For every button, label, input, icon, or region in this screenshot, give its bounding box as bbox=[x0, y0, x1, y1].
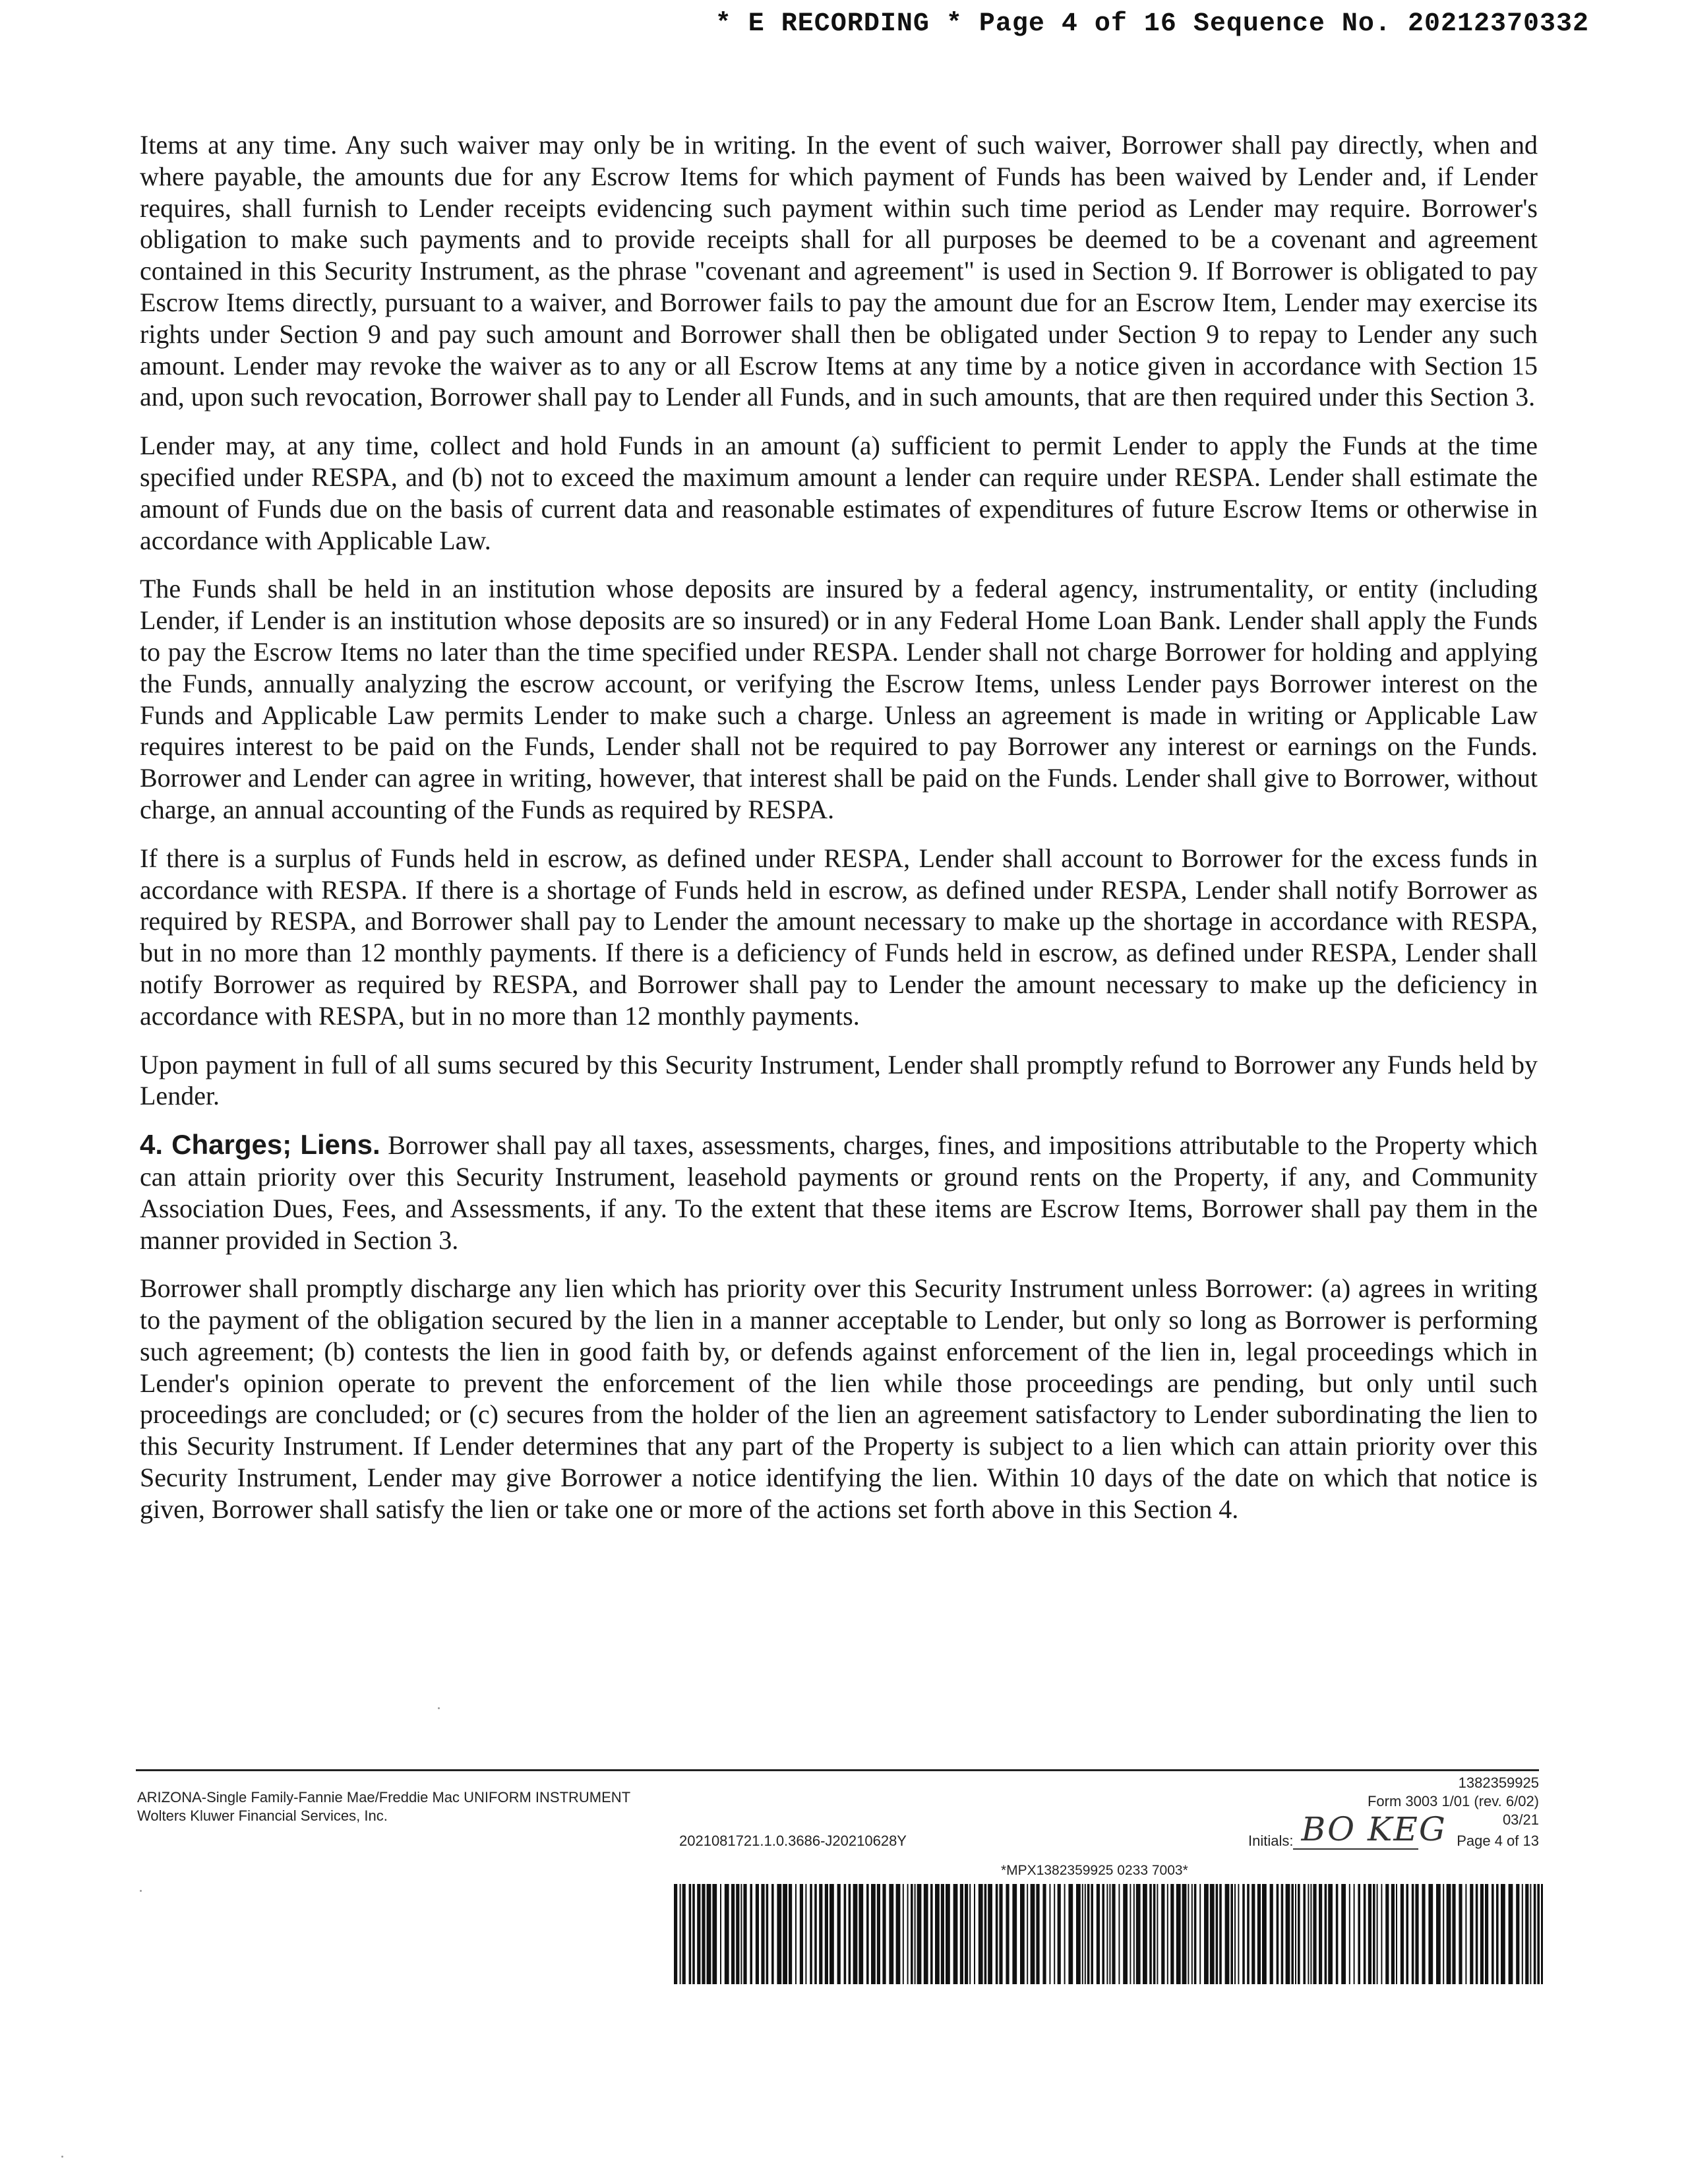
barcode-bar bbox=[1303, 1884, 1306, 1984]
publisher-name: Wolters Kluwer Financial Services, Inc. bbox=[137, 1807, 388, 1824]
barcode-bar bbox=[1341, 1884, 1346, 1984]
loan-number: 1382359925 bbox=[1458, 1774, 1539, 1791]
barcode-bar bbox=[1006, 1884, 1009, 1984]
barcode-bar bbox=[924, 1884, 928, 1984]
barcode-bar bbox=[1262, 1884, 1267, 1984]
barcode-bar bbox=[674, 1884, 677, 1984]
barcode-bar bbox=[1364, 1884, 1366, 1984]
form-title: ARIZONA-Single Family-Fannie Mae/Freddie Mac UNIFORM INSTRUMENT bbox=[137, 1789, 631, 1805]
barcode-bar bbox=[915, 1884, 916, 1984]
barcode-bar bbox=[853, 1884, 858, 1984]
paragraph-escrow-waiver: Items at any time. Any such waiver may only be in writing. In the event of such waiver, Borrower shall pay directly, when and where payable, the amounts due for any Escrow Items for which payment of Funds has been waived by Lender and, if Lender requires, shall furnish to Lender receipts evidencing such payment within such time period as Lender may require. Borrower's obligation to make such payments and to provide receipts shall for all purposes be deemed to be a covenant and agreement contained in this Security Instrument, as the phrase "covenant and agreement" is used in Section 9. If Borrower is obligated to pay Escrow Items directly, pursuant to a waiver, and Borrower fails to pay the amount due for an Escrow Item, Lender may exercise its rights under Section 9 and pay such amount and Borrower shall then be obligated under Section 9 to repay to Lender any such amount. Lender may revoke the waiver as to any or all Escrow Items at any time by a notice given in accordance with Section 15 and, upon such revocation, Borrower shall pay to Lender all Funds, and in such amounts, that are then required under this Section 3. bbox=[140, 130, 1538, 412]
barcode-bar bbox=[1153, 1884, 1156, 1984]
barcode-bar bbox=[1281, 1884, 1284, 1984]
barcode-bar bbox=[1368, 1884, 1372, 1984]
barcode-bar bbox=[1102, 1884, 1104, 1984]
scan-speck bbox=[438, 1707, 440, 1709]
barcode-bar bbox=[1012, 1884, 1017, 1984]
barcode-bar bbox=[1106, 1884, 1108, 1984]
form-number: Form 3003 1/01 (rev. 6/02) bbox=[1367, 1793, 1539, 1809]
barcode-bar bbox=[1412, 1884, 1414, 1984]
barcode-bar bbox=[1143, 1884, 1147, 1984]
barcode-bar bbox=[1085, 1884, 1086, 1984]
barcode-bar bbox=[1036, 1884, 1039, 1984]
form-date: 03/21 bbox=[1502, 1811, 1539, 1828]
barcode-bar bbox=[1422, 1884, 1425, 1984]
barcode-bar bbox=[1492, 1884, 1494, 1984]
barcode-bar bbox=[1191, 1884, 1193, 1984]
barcode-bar bbox=[941, 1884, 944, 1984]
section-4-text: Borrower shall pay all taxes, assessments, charges, fines, and impositions attributable to the Property which can attain priority over this Security Instrument, leasehold payments or ground rents on the Property, if any, and Community Association Dues, Fees, and Assessments, if any. To the extent that these items are Escrow Items, Borrower shall pay them in the manner provided in Section 3. bbox=[140, 1130, 1538, 1255]
barcode-bar bbox=[1452, 1884, 1455, 1984]
barcode-bar bbox=[911, 1884, 913, 1984]
barcode-bar bbox=[725, 1884, 729, 1984]
scan-speck bbox=[61, 2156, 63, 2158]
barcode-bar bbox=[1496, 1884, 1499, 1984]
barcode-bar bbox=[979, 1884, 983, 1984]
barcode-bar bbox=[1286, 1884, 1290, 1984]
barcode-bar bbox=[1358, 1884, 1360, 1984]
barcode-bar bbox=[1476, 1884, 1478, 1984]
barcode-bar bbox=[814, 1884, 817, 1984]
barcode-bar bbox=[1428, 1884, 1433, 1984]
barcode-bar bbox=[907, 1884, 909, 1984]
barcode-bar bbox=[889, 1884, 893, 1984]
barcode-bar bbox=[1064, 1884, 1066, 1984]
barcode-bar bbox=[1082, 1884, 1083, 1984]
barcode-bar bbox=[689, 1884, 692, 1984]
barcode-bar bbox=[740, 1884, 742, 1984]
barcode-bar bbox=[1087, 1884, 1090, 1984]
barcode-bar bbox=[844, 1884, 847, 1984]
barcode-bar bbox=[682, 1884, 686, 1984]
barcode-bar bbox=[946, 1884, 950, 1984]
barcode-bar bbox=[1133, 1884, 1135, 1984]
barcode-bar bbox=[1328, 1884, 1333, 1984]
barcode-bar bbox=[1097, 1884, 1100, 1984]
barcode-bar bbox=[1123, 1884, 1128, 1984]
recording-header: * E RECORDING * Page 4 of 16 Sequence No. 20212370332 bbox=[715, 9, 1589, 39]
barcode-bar bbox=[1310, 1884, 1311, 1984]
barcode-bar bbox=[731, 1884, 735, 1984]
paragraph-refund: Upon payment in full of all sums secured by this Security Instrument, Lender shall promptly refund to Borrower any Funds held by Lender. bbox=[140, 1049, 1538, 1111]
barcode-bar bbox=[712, 1884, 717, 1984]
barcode-bar bbox=[720, 1884, 721, 1984]
barcode-bar bbox=[1396, 1884, 1397, 1984]
barcode-bar bbox=[743, 1884, 746, 1984]
barcode-bar bbox=[1522, 1884, 1523, 1984]
barcode-bar bbox=[1020, 1884, 1025, 1984]
barcode-bar bbox=[866, 1884, 869, 1984]
barcode-bar bbox=[1270, 1884, 1273, 1984]
barcode-bar bbox=[1277, 1884, 1279, 1984]
barcode-bar bbox=[1530, 1884, 1531, 1984]
barcode-bar bbox=[1230, 1884, 1233, 1984]
barcode-bar bbox=[1149, 1884, 1152, 1984]
barcode-bar bbox=[1354, 1884, 1355, 1984]
barcode-bar bbox=[766, 1884, 769, 1984]
barcode-bar bbox=[1534, 1884, 1536, 1984]
barcode-bar bbox=[1501, 1884, 1505, 1984]
barcode-bar bbox=[1238, 1884, 1239, 1984]
barcode-bar bbox=[819, 1884, 822, 1984]
barcode-bar bbox=[1313, 1884, 1316, 1984]
barcode-bar bbox=[1216, 1884, 1219, 1984]
barcode-bar bbox=[810, 1884, 812, 1984]
barcode-bar bbox=[800, 1884, 803, 1984]
barcode-bar bbox=[1485, 1884, 1488, 1984]
barcode-bar bbox=[965, 1884, 968, 1984]
barcode-bar bbox=[1210, 1884, 1215, 1984]
barcode-bar bbox=[1219, 1884, 1222, 1984]
barcode-bar bbox=[1118, 1884, 1120, 1984]
barcode-bar bbox=[761, 1884, 764, 1984]
barcode-bar bbox=[903, 1884, 904, 1984]
barcode-bar bbox=[1188, 1884, 1189, 1984]
barcode-bar bbox=[882, 1884, 886, 1984]
footer-divider bbox=[136, 1769, 1539, 1771]
barcode-bar bbox=[1325, 1884, 1327, 1984]
barcode-bar bbox=[1298, 1884, 1300, 1984]
barcode-bar bbox=[702, 1884, 705, 1984]
barcode-bar bbox=[1443, 1884, 1444, 1984]
barcode-bar bbox=[996, 1884, 998, 1984]
barcode-bar bbox=[859, 1884, 863, 1984]
barcode-bar bbox=[697, 1884, 700, 1984]
barcode-bar bbox=[1247, 1884, 1250, 1984]
barcode-bar bbox=[999, 1884, 1002, 1984]
barcode-bar bbox=[849, 1884, 851, 1984]
barcode-bar bbox=[1112, 1884, 1115, 1984]
paragraph-funds-held: The Funds shall be held in an institution whose deposits are insured by a federal agency, instrumentality, or entity (including Lender, if Lender is an institution whose deposits are so insured) or in any Federal Home Loan Bank. Lender shall apply the Funds to pay the Escrow Items no later than the time specified under RESPA. Lender shall not charge Borrower for holding and applying the Funds, annually analyzing the escrow account, or verifying the Escrow Items, unless Lender pays Borrower interest on the Funds and Applicable Law permits Lender to make such a charge. Unless an agreement is made in writing or Applicable Law requires interest to be paid on the Funds, Lender shall not be required to pay Borrower any interest or earnings on the Funds. Borrower and Lender can agree in writing, however, that interest shall be paid on the Funds. Lender shall give to Borrower, without charge, an annual accounting of the Funds as required by RESPA. bbox=[140, 574, 1538, 824]
barcode-bar bbox=[1176, 1884, 1181, 1984]
barcode-bar bbox=[1349, 1884, 1350, 1984]
barcode-bar bbox=[1042, 1884, 1046, 1984]
barcode-bar bbox=[1194, 1884, 1197, 1984]
barcode-bar bbox=[736, 1884, 739, 1984]
barcode-bar bbox=[1234, 1884, 1236, 1984]
barcode-bar bbox=[1319, 1884, 1322, 1984]
barcode-bar bbox=[917, 1884, 922, 1984]
initials-signature-line bbox=[1293, 1810, 1447, 1850]
barcode-bar bbox=[1509, 1884, 1513, 1984]
barcode-bar bbox=[935, 1884, 940, 1984]
barcode-bar bbox=[777, 1884, 781, 1984]
barcode-bar bbox=[1068, 1884, 1073, 1984]
barcode-bar bbox=[969, 1884, 971, 1984]
document-body bbox=[140, 129, 1538, 1542]
barcode-bar bbox=[1537, 1884, 1540, 1984]
barcode-bar bbox=[1295, 1884, 1296, 1984]
barcode-bar bbox=[1470, 1884, 1473, 1984]
barcode-bar bbox=[1076, 1884, 1081, 1984]
section-4-paragraph bbox=[140, 1129, 1538, 1256]
barcode-bar bbox=[1167, 1884, 1168, 1984]
barcode-bar bbox=[771, 1884, 774, 1984]
barcode-bar bbox=[984, 1884, 987, 1984]
barcode-bar bbox=[1308, 1884, 1309, 1984]
paragraph-collect-funds: Lender may, at any time, collect and hold Funds in an amount (a) sufficient to permit Lender to apply the Funds at the time specified under RESPA, and (b) not to exceed the maximum amount a lender can require under RESPA. Lender shall estimate the amount of Funds due on the basis of current data and reasonable estimates of expenditures of future Escrow Items or otherwise in accordance with Applicable Law. bbox=[140, 431, 1538, 555]
paragraph-discharge-lien: Borrower shall promptly discharge any lien which has priority over this Security Instrument unless Borrower: (a) agrees in writing to the payment of the obligation secured by the lien in a manner acceptable to Lender, but only so long as Borrower is performing such agreement; (b) contests the lien in good faith by, or defends against enforcement of the lien in, legal proceedings which in Lender's opinion operate to prevent the enforcement of the lien while those proceedings are pending, but only until such proceedings are concluded; or (c) secures from the holder of the lien an agreement satisfactory to Lender subordinating the lien to this Security Instrument. If Lender determines that any part of the Property is subject to a lien which can attain priority over this Security Instrument, Lender may give Borrower a notice identifying the lien. Within 10 days of the date on which that notice is given, Borrower shall satisfy the lien or take one or more of the actions set forth above in this Section 4. bbox=[140, 1273, 1538, 1524]
barcode-bar bbox=[1525, 1884, 1528, 1984]
barcode-bar bbox=[988, 1884, 992, 1984]
barcode-bar bbox=[1242, 1884, 1245, 1984]
barcode-bar bbox=[1516, 1884, 1519, 1984]
barcode-bar bbox=[1031, 1884, 1035, 1984]
barcode-bar bbox=[1091, 1884, 1093, 1984]
barcode-bar bbox=[1130, 1884, 1131, 1984]
barcode-bar bbox=[789, 1884, 792, 1984]
barcode-bar bbox=[1049, 1884, 1050, 1984]
initials-label: Initials: bbox=[1248, 1833, 1294, 1849]
section-4-heading: 4. Charges; Liens. bbox=[140, 1129, 380, 1161]
barcode-bar bbox=[1027, 1884, 1028, 1984]
barcode-bar bbox=[1541, 1884, 1543, 1984]
barcode-bar bbox=[1480, 1884, 1484, 1984]
barcode-bar bbox=[1182, 1884, 1187, 1984]
barcode-bar bbox=[1391, 1884, 1395, 1984]
barcode-bar bbox=[896, 1884, 901, 1984]
document-code: 2021081721.1.0.3686-J20210628Y bbox=[679, 1833, 907, 1849]
barcode-bar bbox=[953, 1884, 958, 1984]
barcode-bar bbox=[795, 1884, 797, 1984]
barcode-bar bbox=[1401, 1884, 1404, 1984]
barcode-bar bbox=[1204, 1884, 1209, 1984]
barcode-bar bbox=[1136, 1884, 1141, 1984]
barcode-bar bbox=[1406, 1884, 1408, 1984]
barcode-bar bbox=[1436, 1884, 1441, 1984]
barcode-bar bbox=[1447, 1884, 1451, 1984]
barcode-bar bbox=[960, 1884, 963, 1984]
barcode-bar bbox=[1058, 1884, 1061, 1984]
barcode-bar bbox=[1251, 1884, 1255, 1984]
barcode-bar bbox=[1459, 1884, 1462, 1984]
barcode-bar bbox=[837, 1884, 841, 1984]
barcode-bar bbox=[829, 1884, 834, 1984]
barcode-bar bbox=[1336, 1884, 1339, 1984]
barcode-bar bbox=[1157, 1884, 1158, 1984]
barcode-bar bbox=[1465, 1884, 1466, 1984]
initials-signature: BO KEG bbox=[1301, 1810, 1447, 1848]
barcode-bar bbox=[750, 1884, 752, 1984]
barcode-bar bbox=[1385, 1884, 1389, 1984]
barcode-bar bbox=[1291, 1884, 1294, 1984]
barcode-bar bbox=[1415, 1884, 1418, 1984]
paragraph-surplus-shortage: If there is a surplus of Funds held in escrow, as defined under RESPA, Lender shall account to Borrower for the excess funds in accordance with RESPA. If there is a shortage of Funds held in escrow, as defined under RESPA, Lender shall notify Borrower as required by RESPA, and Borrower shall pay to Lender the amount necessary to make up the shortage in accordance with RESPA, but in no more than 12 monthly payments. If there is a deficiency of Funds held in escrow, as defined under RESPA, Lender shall notify Borrower as required by RESPA, and Borrower shall pay to Lender the amount necessary to make up the deficiency in accordance with RESPA, but in no more than 12 monthly payments. bbox=[140, 843, 1538, 1031]
barcode-bar bbox=[1377, 1884, 1378, 1984]
barcode-bar bbox=[1054, 1884, 1055, 1984]
page-number: Page 4 of 13 bbox=[1457, 1833, 1539, 1849]
barcode-bar bbox=[692, 1884, 695, 1984]
barcode-bar bbox=[930, 1884, 933, 1984]
barcode-bar bbox=[1109, 1884, 1110, 1984]
barcode bbox=[674, 1884, 1543, 1984]
barcode-bar bbox=[1373, 1884, 1375, 1984]
barcode-bar bbox=[805, 1884, 806, 1984]
barcode-bar bbox=[783, 1884, 787, 1984]
barcode-bar bbox=[680, 1884, 681, 1984]
barcode-bar bbox=[1257, 1884, 1261, 1984]
barcode-bar bbox=[871, 1884, 876, 1984]
barcode-text: *MPX1382359925 0233 7003* bbox=[1001, 1863, 1188, 1878]
barcode-bar bbox=[1199, 1884, 1201, 1984]
barcode-bar bbox=[877, 1884, 880, 1984]
barcode-bar bbox=[1225, 1884, 1230, 1984]
barcode-bar bbox=[825, 1884, 828, 1984]
barcode-bar bbox=[1170, 1884, 1174, 1984]
barcode-bar bbox=[1161, 1884, 1164, 1984]
barcode-bar bbox=[707, 1884, 711, 1984]
barcode-bar bbox=[756, 1884, 759, 1984]
initials-block bbox=[1248, 1810, 1447, 1850]
barcode-bar bbox=[974, 1884, 975, 1984]
scan-speck bbox=[140, 1890, 142, 1892]
barcode-bar bbox=[1381, 1884, 1382, 1984]
